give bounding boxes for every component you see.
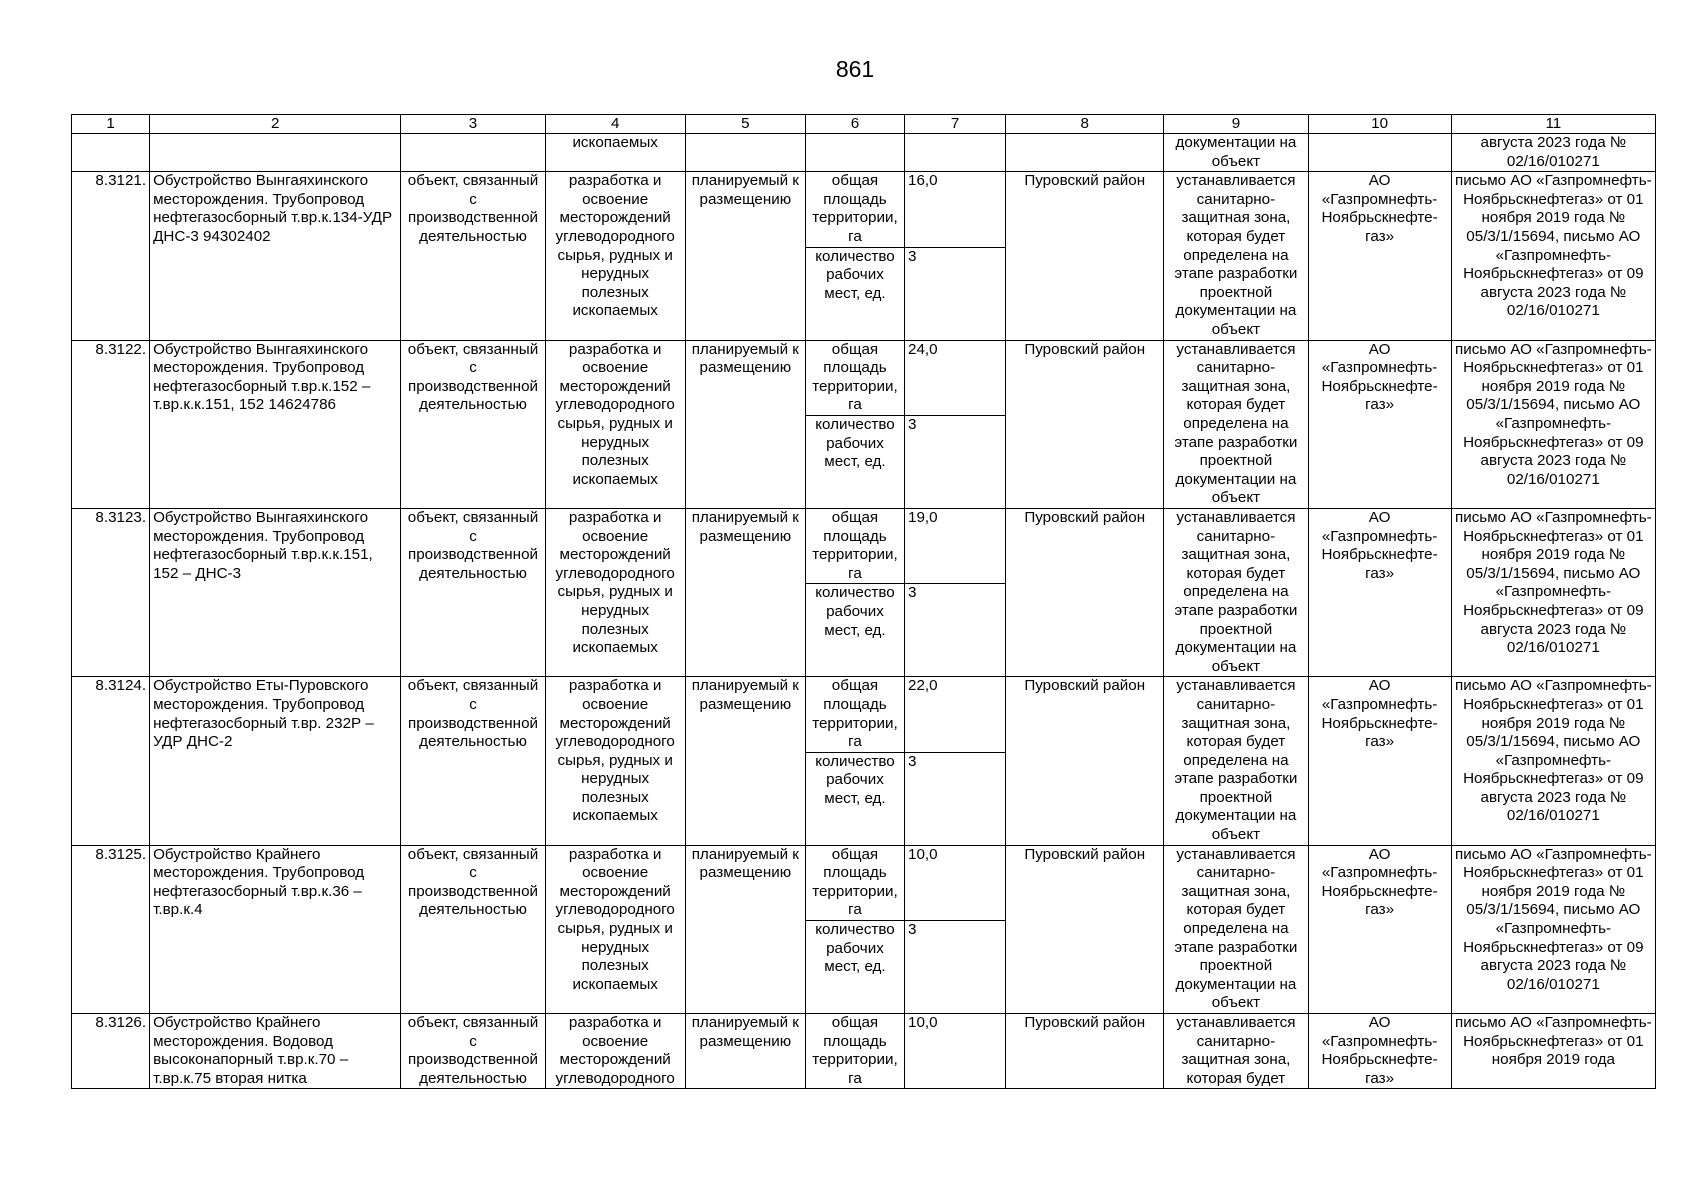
cell-basis: письмо АО «Газпромнефть-Ноябрьскнефтегаз» от 01 ноября 2019 года № 05/3/1/15694, письмо АО «Газпромнефть-Ноябрьскнефтегаз» от 09 августа 2023 года № 02/16/010271 <box>1451 677 1655 845</box>
cell-object-type: объект, связанный с производственной деятельностью <box>401 172 545 340</box>
cell-object-name: Обустройство Вынгаяхинского месторождения. Трубопровод нефтегазосборный т.вр.к.к.151, 152 – ДНС-3 <box>150 508 401 676</box>
cell-param-value: 10,0 <box>905 845 1006 920</box>
cell-empty <box>805 134 904 172</box>
cell-object-name: Обустройство Вынгаяхинского месторождения. Трубопровод нефтегазосборный т.вр.к.152 – т.вр.к.к.151, 152 14624786 <box>150 340 401 508</box>
cell-param-value: 3 <box>905 584 1006 677</box>
cell-location: Пуровский район <box>1006 172 1164 340</box>
cell-status: планируемый к размещению <box>685 172 805 340</box>
cell-object-type: объект, связанный с производственной деятельностью <box>401 845 545 1013</box>
cell-empty <box>401 134 545 172</box>
cell-location: Пуровский район <box>1006 1014 1164 1089</box>
cell-param-value: 3 <box>905 921 1006 1014</box>
cell-param-value: 24,0 <box>905 340 1006 415</box>
table-row <box>72 508 1656 583</box>
column-header: 7 <box>905 115 1006 134</box>
cell-basis: августа 2023 года № 02/16/010271 <box>1451 134 1655 172</box>
cell-param-label: общая площадь территории, га <box>805 340 904 415</box>
cell-param-value: 16,0 <box>905 172 1006 247</box>
cell-param-value: 3 <box>905 752 1006 845</box>
column-header: 5 <box>685 115 805 134</box>
cell-location: Пуровский район <box>1006 677 1164 845</box>
column-header: 1 <box>72 115 150 134</box>
column-header: 2 <box>150 115 401 134</box>
cell-zone: устанавливается санитарно-защитная зона, которая будет определена на этапе разработки проектной документации на объект <box>1164 845 1308 1013</box>
cell-number: 8.3126. <box>72 1014 150 1089</box>
cell-object-name: Обустройство Вынгаяхинского месторождения. Трубопровод нефтегазосборный т.вр.к.134-УДР ДНС-3 94302402 <box>150 172 401 340</box>
cell-empty <box>905 134 1006 172</box>
cell-object-type: объект, связанный с производственной деятельностью <box>401 1014 545 1089</box>
table-row <box>72 340 1656 415</box>
cell-zone: устанавливается санитарно-защитная зона, которая будет определена на этапе разработки проектной документации на объект <box>1164 508 1308 676</box>
cell-location: Пуровский район <box>1006 845 1164 1013</box>
cell-param-label: количество рабочих мест, ед. <box>805 247 904 340</box>
cell-number: 8.3123. <box>72 508 150 676</box>
cell-object-name: Обустройство Крайнего месторождения. Водовод высоконапорный т.вр.к.70 – т.вр.к.75 вторая нитка <box>150 1014 401 1089</box>
cell-purpose: разработка и освоение месторождений углеводородного сырья, рудных и нерудных полезных ископаемых <box>545 677 685 845</box>
cell-number: 8.3125. <box>72 845 150 1013</box>
cell-empty <box>150 134 401 172</box>
table-row <box>72 172 1656 247</box>
cell-param-label: общая площадь территории, га <box>805 677 904 752</box>
cell-param-value: 10,0 <box>905 1014 1006 1089</box>
cell-purpose: разработка и освоение месторождений углеводородного сырья, рудных и нерудных полезных ископаемых <box>545 845 685 1013</box>
cell-zone: устанавливается санитарно-защитная зона, которая будет определена на этапе разработки проектной документации на объект <box>1164 340 1308 508</box>
column-header: 10 <box>1308 115 1451 134</box>
cell-empty <box>1006 134 1164 172</box>
cell-basis: письмо АО «Газпромнефть-Ноябрьскнефтегаз» от 01 ноября 2019 года <box>1451 1014 1655 1089</box>
cell-location: Пуровский район <box>1006 340 1164 508</box>
cell-number: 8.3122. <box>72 340 150 508</box>
cell-status: планируемый к размещению <box>685 508 805 676</box>
column-header-row <box>72 115 1656 134</box>
cell-param-value: 22,0 <box>905 677 1006 752</box>
continued-row <box>72 134 1656 172</box>
cell-zone: документации на объект <box>1164 134 1308 172</box>
cell-object-name: Обустройство Крайнего месторождения. Трубопровод нефтегазосборный т.вр.к.36 – т.вр.к.4 <box>150 845 401 1013</box>
cell-status: планируемый к размещению <box>685 677 805 845</box>
table-row <box>72 677 1656 752</box>
cell-purpose: разработка и освоение месторождений углеводородного сырья, рудных и нерудных полезных ископаемых <box>545 340 685 508</box>
cell-param-label: количество рабочих мест, ед. <box>805 584 904 677</box>
cell-param-value: 3 <box>905 415 1006 508</box>
table-row <box>72 1014 1656 1089</box>
cell-purpose: ископаемых <box>545 134 685 172</box>
cell-purpose: разработка и освоение месторождений углеводородного сырья, рудных и нерудных полезных ископаемых <box>545 172 685 340</box>
cell-organization: АО «Газпромнефть-Ноябрьскнефте-газ» <box>1308 845 1451 1013</box>
cell-object-name: Обустройство Еты-Пуровского месторождения. Трубопровод нефтегазосборный т.вр. 232Р – УДР ДНС-2 <box>150 677 401 845</box>
cell-basis: письмо АО «Газпромнефть-Ноябрьскнефтегаз» от 01 ноября 2019 года № 05/3/1/15694, письмо АО «Газпромнефть-Ноябрьскнефтегаз» от 09 августа 2023 года № 02/16/010271 <box>1451 845 1655 1013</box>
cell-object-type: объект, связанный с производственной деятельностью <box>401 340 545 508</box>
cell-basis: письмо АО «Газпромнефть-Ноябрьскнефтегаз» от 01 ноября 2019 года № 05/3/1/15694, письмо АО «Газпромнефть-Ноябрьскнефтегаз» от 09 августа 2023 года № 02/16/010271 <box>1451 508 1655 676</box>
table-row <box>72 845 1656 920</box>
cell-status: планируемый к размещению <box>685 845 805 1013</box>
cell-empty <box>72 134 150 172</box>
column-header: 9 <box>1164 115 1308 134</box>
column-header: 11 <box>1451 115 1655 134</box>
cell-status: планируемый к размещению <box>685 340 805 508</box>
column-header: 3 <box>401 115 545 134</box>
cell-object-type: объект, связанный с производственной деятельностью <box>401 508 545 676</box>
cell-param-value: 19,0 <box>905 508 1006 583</box>
cell-location: Пуровский район <box>1006 508 1164 676</box>
cell-organization: АО «Газпромнефть-Ноябрьскнефте-газ» <box>1308 172 1451 340</box>
column-header: 8 <box>1006 115 1164 134</box>
cell-zone: устанавливается санитарно-защитная зона, которая будет <box>1164 1014 1308 1089</box>
cell-empty <box>1308 134 1451 172</box>
cell-purpose: разработка и освоение месторождений углеводородного <box>545 1014 685 1089</box>
column-header: 4 <box>545 115 685 134</box>
cell-purpose: разработка и освоение месторождений углеводородного сырья, рудных и нерудных полезных ископаемых <box>545 508 685 676</box>
cell-param-value: 3 <box>905 247 1006 340</box>
cell-param-label: общая площадь территории, га <box>805 508 904 583</box>
cell-param-label: общая площадь территории, га <box>805 172 904 247</box>
cell-basis: письмо АО «Газпромнефть-Ноябрьскнефтегаз» от 01 ноября 2019 года № 05/3/1/15694, письмо АО «Газпромнефть-Ноябрьскнефтегаз» от 09 августа 2023 года № 02/16/010271 <box>1451 172 1655 340</box>
cell-organization: АО «Газпромнефть-Ноябрьскнефте-газ» <box>1308 508 1451 676</box>
cell-organization: АО «Газпромнефть-Ноябрьскнефте-газ» <box>1308 1014 1451 1089</box>
cell-zone: устанавливается санитарно-защитная зона, которая будет определена на этапе разработки проектной документации на объект <box>1164 677 1308 845</box>
column-header: 6 <box>805 115 904 134</box>
cell-zone: устанавливается санитарно-защитная зона, которая будет определена на этапе разработки проектной документации на объект <box>1164 172 1308 340</box>
page-number: 861 <box>835 56 875 82</box>
cell-param-label: количество рабочих мест, ед. <box>805 752 904 845</box>
cell-basis: письмо АО «Газпромнефть-Ноябрьскнефтегаз» от 01 ноября 2019 года № 05/3/1/15694, письмо АО «Газпромнефть-Ноябрьскнефтегаз» от 09 августа 2023 года № 02/16/010271 <box>1451 340 1655 508</box>
cell-organization: АО «Газпромнефть-Ноябрьскнефте-газ» <box>1308 340 1451 508</box>
cell-number: 8.3124. <box>72 677 150 845</box>
registry-table <box>71 114 1656 1089</box>
cell-object-type: объект, связанный с производственной деятельностью <box>401 677 545 845</box>
cell-param-label: общая площадь территории, га <box>805 845 904 920</box>
cell-param-label: общая площадь территории, га <box>805 1014 904 1089</box>
cell-param-label: количество рабочих мест, ед. <box>805 415 904 508</box>
cell-empty <box>685 134 805 172</box>
cell-organization: АО «Газпромнефть-Ноябрьскнефте-газ» <box>1308 677 1451 845</box>
cell-param-label: количество рабочих мест, ед. <box>805 921 904 1014</box>
cell-number: 8.3121. <box>72 172 150 340</box>
cell-status: планируемый к размещению <box>685 1014 805 1089</box>
